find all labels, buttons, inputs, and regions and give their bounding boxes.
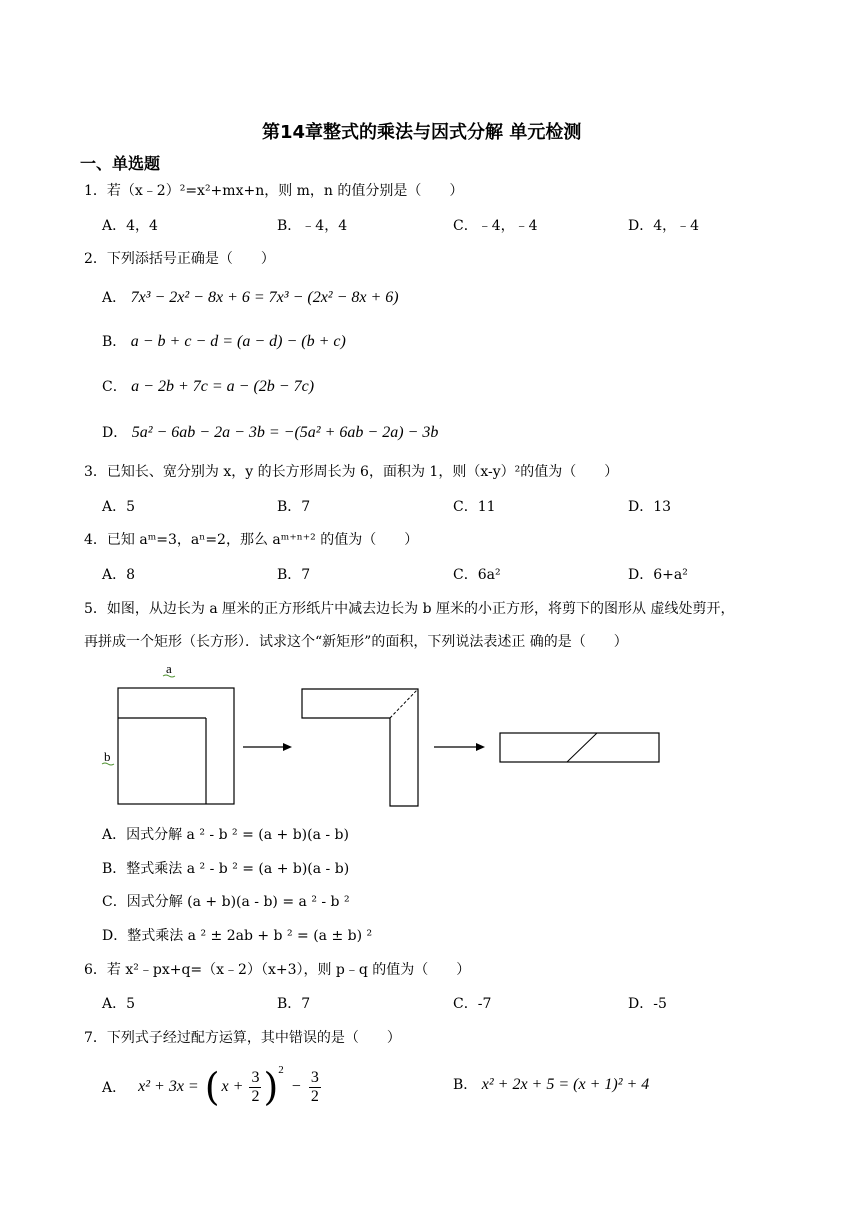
l-shape-dashed-cut bbox=[390, 689, 418, 718]
question-3-option-c: C．11 bbox=[453, 499, 496, 515]
fraction-three-halves-tail bbox=[309, 1069, 321, 1106]
question-2-option-c bbox=[102, 376, 314, 396]
arrow-1-head bbox=[283, 743, 292, 751]
question-5-figure bbox=[100, 655, 670, 810]
question-5-option-d: D．整式乘法 a ² ± 2ab + b ² = (a ± b) ² bbox=[102, 928, 373, 944]
page-title: 第14章整式的乘法与因式分解 单元检测 bbox=[262, 122, 582, 143]
section-heading: 一、单选题 bbox=[80, 154, 161, 173]
fraction-denominator: 2 bbox=[310, 1087, 319, 1105]
option-a-lhs: x² + 3x = bbox=[138, 1078, 199, 1095]
question-2-option-d bbox=[102, 422, 438, 442]
question-4-option-b: B．7 bbox=[277, 567, 311, 583]
figure-label-a: a bbox=[166, 661, 172, 676]
question-3-option-b: B．7 bbox=[277, 499, 311, 515]
question-6-option-a: A．5 bbox=[102, 996, 136, 1012]
question-4-stem: 4．已知 aᵐ=3，aⁿ=2，那么 aᵐ⁺ⁿ⁺² 的值为（ ） bbox=[84, 532, 419, 548]
question-7-option-a bbox=[102, 1062, 321, 1112]
question-1-option-a: A．4，4 bbox=[102, 218, 158, 234]
arrow-2-head bbox=[476, 743, 485, 751]
question-3-option-d: D．13 bbox=[628, 499, 672, 515]
question-5-option-b: B．整式乘法 a ² - b ² = (a + b)(a - b) bbox=[102, 861, 350, 877]
question-2-option-a bbox=[102, 287, 399, 307]
minus-sign: − bbox=[291, 1078, 301, 1095]
option-expression: a − b + c − d = (a − d) − (b + c) bbox=[130, 333, 346, 350]
fraction-denominator: 2 bbox=[251, 1087, 260, 1105]
option-a-x: x + bbox=[221, 1078, 244, 1095]
exponent: 2 bbox=[278, 1064, 284, 1076]
new-rectangle bbox=[500, 733, 659, 762]
new-rectangle-cut-line bbox=[567, 733, 597, 762]
question-2-stem: 2．下列添括号正确是（ ） bbox=[84, 251, 275, 267]
option-expression: 7x³ − 2x² − 8x + 6 = 7x³ − (2x² − 8x + 6) bbox=[130, 289, 399, 306]
figure-label-b: b bbox=[104, 749, 111, 764]
question-6-option-c: C．-7 bbox=[453, 996, 492, 1012]
option-expression: 5a² − 6ab − 2a − 3b = −(5a² + 6ab − 2a) − 3b bbox=[131, 424, 439, 441]
question-6-option-d: D．-5 bbox=[628, 996, 667, 1012]
option-label: B． bbox=[453, 1077, 478, 1093]
question-4-option-d: D．6+a² bbox=[628, 567, 688, 583]
question-6-stem: 6．若 x²﹣px+q=（x﹣2）（x+3），则 p﹣q 的值为（ ） bbox=[84, 962, 471, 978]
fraction-numerator: 3 bbox=[310, 1068, 319, 1086]
question-7-stem: 7．下列式子经过配方运算，其中错误的是（ ） bbox=[84, 1030, 401, 1046]
option-expression: a − 2b + 7c = a − (2b − 7c) bbox=[131, 378, 315, 395]
question-1-option-b: B．﹣4，4 bbox=[277, 218, 348, 234]
option-expression: x² + 2x + 5 = (x + 1)² + 4 bbox=[481, 1076, 650, 1093]
question-5-stem-line2: 再拼成一个矩形（长方形）．试求这个“新矩形”的面积，下列说法表述正 确的是（ ） bbox=[84, 634, 628, 650]
left-paren: ( bbox=[204, 1065, 220, 1109]
question-1-option-c: C．﹣4，﹣4 bbox=[453, 218, 538, 234]
question-1-stem: 1．若（x﹣2）²=x²+mx+n，则 m，n 的值分别是（ ） bbox=[84, 183, 464, 199]
right-paren: ) bbox=[263, 1065, 279, 1109]
fraction-numerator: 3 bbox=[251, 1068, 260, 1086]
question-4-option-c: C．6a² bbox=[453, 567, 501, 583]
option-label: A． bbox=[102, 290, 127, 306]
option-label: B． bbox=[102, 334, 127, 350]
question-5-stem-line1: 5．如图，从边长为 a 厘米的正方形纸片中减去边长为 b 厘米的小正方形，将剪下的图形从 虚线处剪开， bbox=[84, 601, 735, 617]
big-square bbox=[118, 688, 234, 804]
question-3-stem: 3．已知长、宽分别为 x，y 的长方形周长为 6，面积为 1，则（x-y）²的值为（ ） bbox=[84, 464, 619, 480]
option-label: A． bbox=[102, 1080, 127, 1096]
option-label: C． bbox=[102, 379, 127, 395]
fraction-three-halves bbox=[249, 1069, 261, 1106]
option-label: D． bbox=[102, 425, 128, 441]
question-1-option-d: D．4，﹣4 bbox=[628, 218, 700, 234]
question-3-option-a: A．5 bbox=[102, 499, 136, 515]
question-5-option-c: C．因式分解 (a + b)(a - b) = a ² - b ² bbox=[102, 894, 350, 910]
question-4-option-a: A．8 bbox=[102, 567, 136, 583]
question-5-option-a: A．因式分解 a ² - b ² = (a + b)(a - b) bbox=[102, 827, 349, 843]
question-2-option-b bbox=[102, 331, 346, 351]
question-6-option-b: B．7 bbox=[277, 996, 311, 1012]
question-7-option-b bbox=[453, 1074, 649, 1094]
